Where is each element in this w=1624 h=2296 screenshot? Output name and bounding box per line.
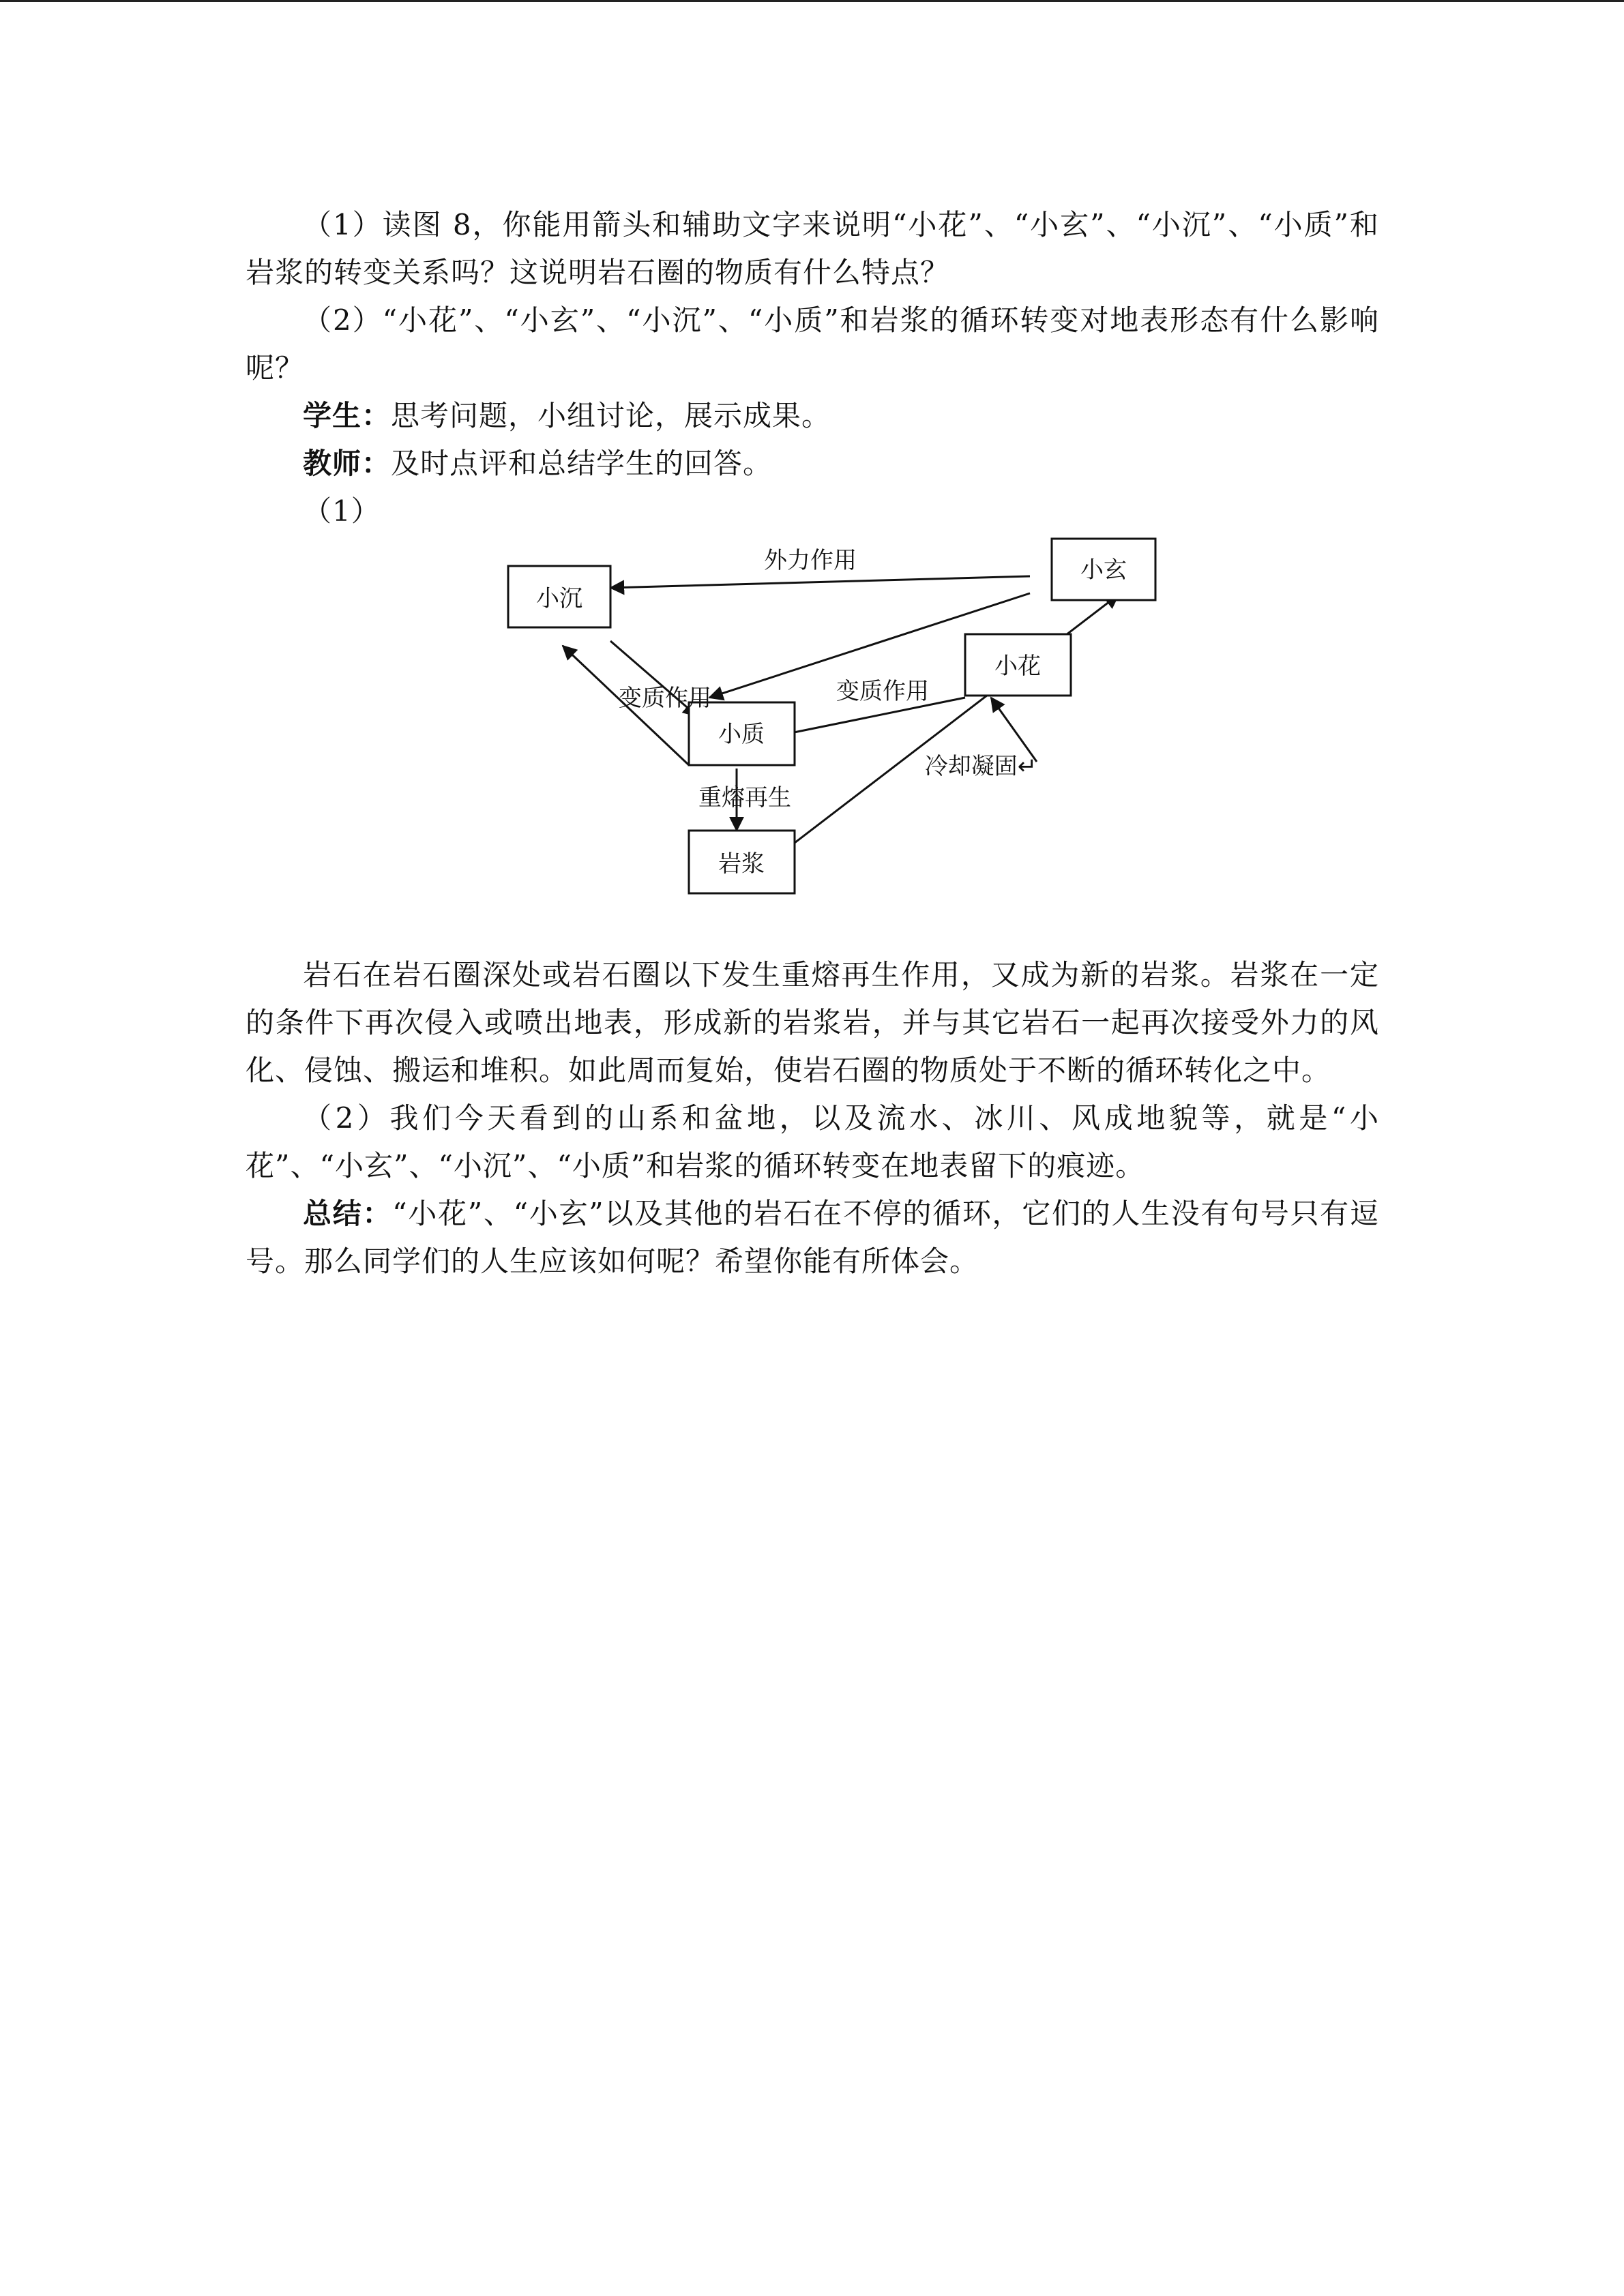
answer-1-label: （1）: [303, 494, 381, 528]
arrow-magma-to-xiaohua: [991, 698, 1037, 762]
rock-cycle-diagram: [498, 535, 1153, 944]
label-cooling: 冷却凝固↵: [924, 753, 1037, 780]
node-magma: 岩浆: [718, 850, 765, 878]
teacher-label: 教师：: [303, 447, 392, 480]
student-label: 学生：: [303, 399, 392, 432]
student-text: 思考问题，小组讨论，展示成果。: [391, 399, 831, 432]
summary-text: “小花”、“小玄”以及其他的岩石在不停的循环，它们的人生没有句号只有逗号。那么同学们的人生应该如何呢？希望你能有所体会。: [246, 1197, 1379, 1278]
student-paragraph: [246, 392, 1379, 440]
node-xiaoxuan: 小玄: [1080, 556, 1127, 584]
document-page: [246, 201, 1379, 1285]
label-external-force: 外力作用: [764, 547, 857, 574]
label-metamorphism-left: 变质作用: [619, 685, 711, 712]
label-metamorphism-right: 变质作用: [836, 678, 929, 705]
node-xiaozhi: 小质: [718, 721, 765, 748]
question-1: （1）读图 8，你能用箭头和辅助文字来说明“小花”、“小玄”、“小沉”、“小质”和岩浆的转变关系吗？这说明岩石圈的物质有什么特点？: [246, 208, 1379, 289]
teacher-text: 及时点评和总结学生的回答。: [391, 447, 773, 480]
node-xiaohua: 小花: [994, 653, 1041, 680]
summary-label: 总结：: [303, 1197, 393, 1230]
node-xiaochen: 小沉: [536, 585, 582, 612]
teacher-paragraph: [246, 440, 1379, 488]
arrow-xiaoxuan-to-xiaochen: [610, 576, 1030, 588]
answer-1-text: 岩石在岩石圈深处或岩石圈以下发生重熔再生作用，又成为新的岩浆。岩浆在一定的条件下再次侵入或喷出地表，形成新的岩浆岩，并与其它岩石一起再次接受外力的风化、侵蚀、搬运和堆积。如此周而复始，使岩石圈的物质处于不断的循环转化之中。: [246, 958, 1379, 1087]
rock-cycle-diagram-area: [246, 535, 1379, 944]
answer-2-text: （2）我们今天看到的山系和盆地，以及流水、冰川、风成地貌等，就是“小花”、“小玄”、“小沉”、“小质”和岩浆的循环转变在地表留下的痕迹。: [246, 1101, 1379, 1182]
page-top-border: [0, 0, 1624, 2]
summary-paragraph: [246, 1190, 1379, 1285]
label-remelting: 重熔再生: [698, 784, 791, 811]
question-2: （2）“小花”、“小玄”、“小沉”、“小质”和岩浆的循环转变对地表形态有什么影响呢？: [246, 303, 1379, 385]
